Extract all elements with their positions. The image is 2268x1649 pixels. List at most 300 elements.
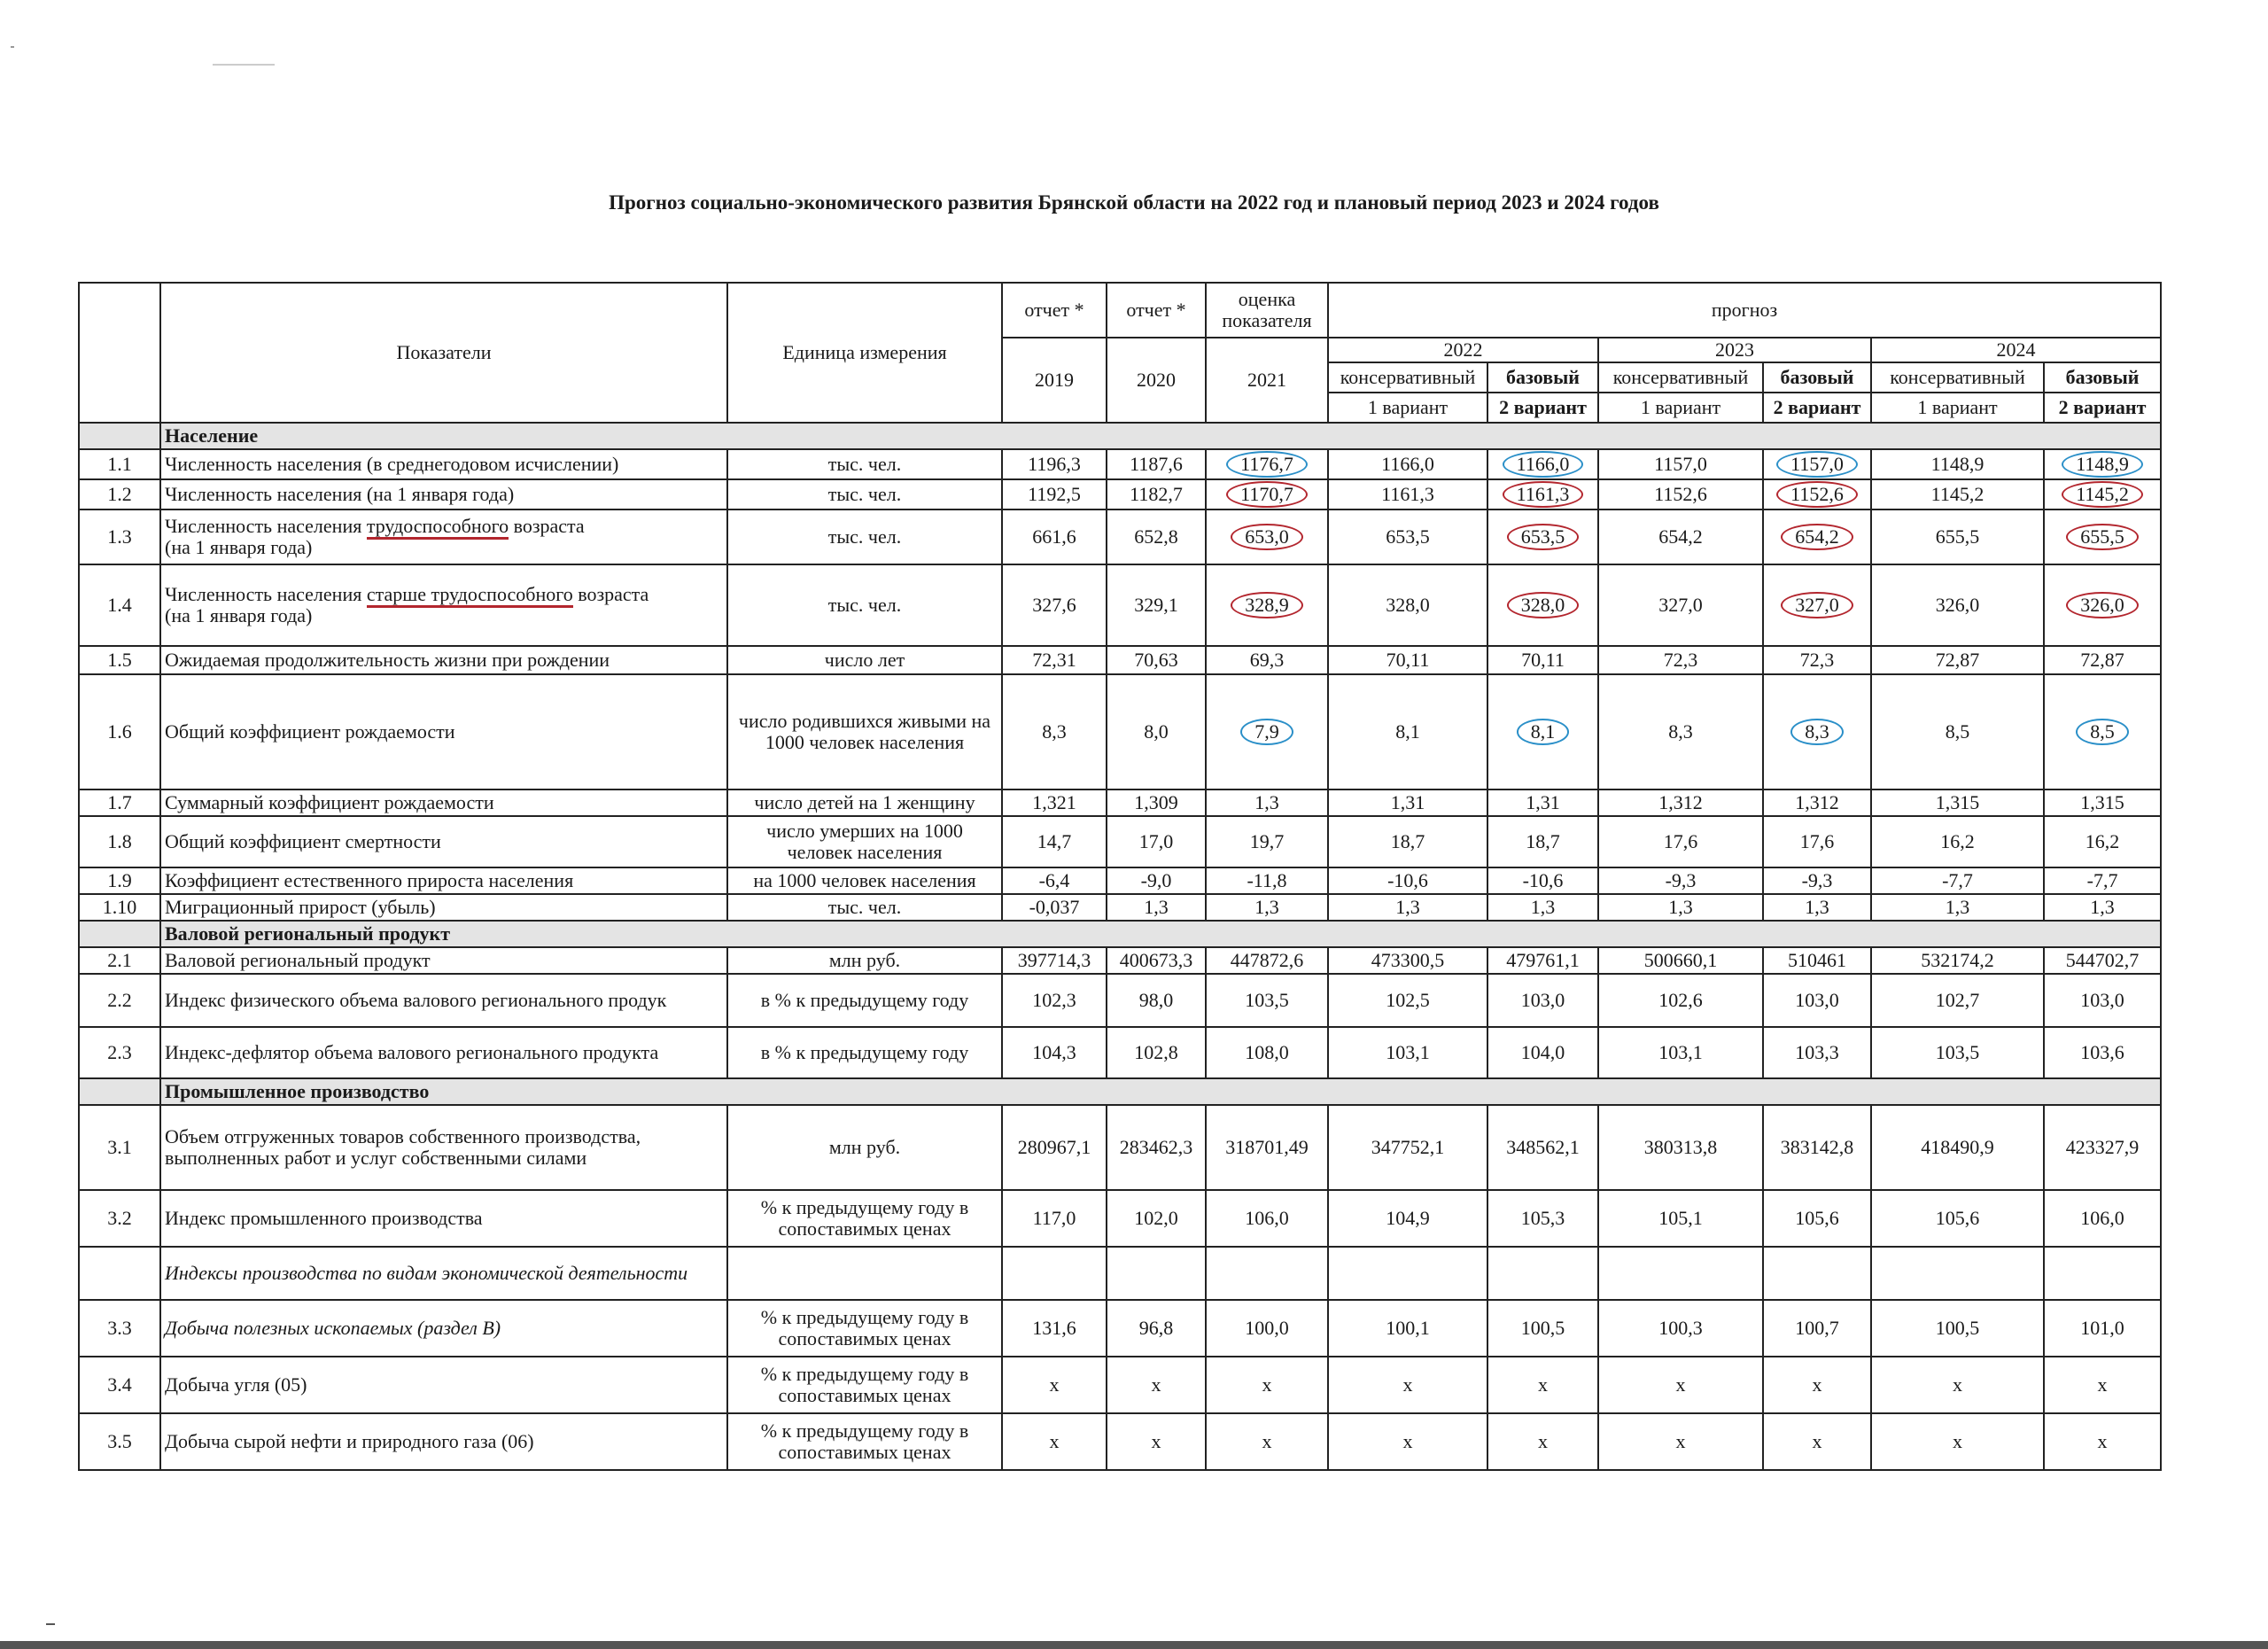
section-row	[79, 921, 2161, 947]
header-base: базовый	[1487, 362, 1598, 393]
value-cell	[2044, 479, 2161, 509]
header-variant-2: 2 вариант	[1763, 393, 1871, 423]
row-number: 2.2	[79, 974, 160, 1027]
indicator-name	[160, 509, 727, 564]
indicator-note: (на 1 января года)	[165, 536, 313, 558]
red-circled-value: 328,9	[1231, 592, 1303, 618]
value-cell: 100,0	[1206, 1300, 1328, 1357]
header-variant-2: 2 вариант	[2044, 393, 2161, 423]
row-number	[79, 1247, 160, 1300]
value-cell: 8,3	[1598, 674, 1763, 789]
table-row	[79, 449, 2161, 479]
row-number: 1.5	[79, 646, 160, 674]
value-cell	[1763, 1247, 1871, 1300]
indicator-name: Валовой региональный продукт	[160, 947, 727, 974]
header-forecast: прогноз	[1328, 283, 2161, 338]
value-cell: x	[2044, 1357, 2161, 1413]
blue-circled-value: 8,5	[2076, 719, 2129, 745]
value-cell: 8,5	[1871, 674, 2044, 789]
blue-circled-value: 1157,0	[1776, 451, 1858, 478]
value-cell: x	[1206, 1357, 1328, 1413]
value-cell	[1763, 449, 1871, 479]
indicator-name	[160, 564, 727, 646]
value-cell: x	[1871, 1413, 2044, 1470]
value-cell: x	[1328, 1357, 1487, 1413]
unit-cell: тыс. чел.	[727, 564, 1002, 646]
value-cell: 654,2	[1598, 509, 1763, 564]
section-num	[79, 921, 160, 947]
value-cell	[2044, 564, 2161, 646]
table-row	[79, 947, 2161, 974]
value-cell: 655,5	[1871, 509, 2044, 564]
blue-circled-value: 1166,0	[1503, 451, 1584, 478]
value-cell: -9,0	[1107, 867, 1206, 894]
unit-cell: % к предыдущему году в сопоставимых ценах	[727, 1300, 1002, 1357]
indicator-text: возраста	[572, 583, 649, 605]
value-cell: 70,11	[1487, 646, 1598, 674]
value-cell: 102,0	[1107, 1190, 1206, 1247]
value-cell	[1328, 1247, 1487, 1300]
value-cell: 1148,9	[1871, 449, 2044, 479]
value-cell: x	[1002, 1413, 1107, 1470]
value-cell: 1196,3	[1002, 449, 1107, 479]
value-cell: 327,6	[1002, 564, 1107, 646]
header-variant-1: 1 вариант	[1598, 393, 1763, 423]
header-conservative: консервативный	[1871, 362, 2044, 393]
value-cell: 8,3	[1002, 674, 1107, 789]
value-cell: -6,4	[1002, 867, 1107, 894]
value-cell: 17,0	[1107, 816, 1206, 867]
red-circled-value: 655,5	[2066, 524, 2139, 550]
scan-artifact	[11, 46, 14, 48]
section-row	[79, 423, 2161, 449]
value-cell: 380313,8	[1598, 1105, 1763, 1190]
value-cell: 16,2	[1871, 816, 2044, 867]
value-cell: x	[1763, 1413, 1871, 1470]
value-cell: 1,3	[2044, 894, 2161, 921]
value-cell: 510461	[1763, 947, 1871, 974]
value-cell	[1487, 479, 1598, 509]
value-cell: x	[1763, 1357, 1871, 1413]
value-cell: 532174,2	[1871, 947, 2044, 974]
unit-cell: число лет	[727, 646, 1002, 674]
indicator-text: Численность населения	[165, 583, 367, 605]
unit-cell: тыс. чел.	[727, 479, 1002, 509]
red-circled-value: 328,0	[1507, 592, 1580, 618]
value-cell: 102,8	[1107, 1027, 1206, 1078]
indicator-text: Численность населения	[165, 515, 367, 537]
red-circled-value: 654,2	[1781, 524, 1853, 550]
value-cell: 104,0	[1487, 1027, 1598, 1078]
red-circled-value: 653,0	[1231, 524, 1303, 550]
unit-cell: тыс. чел.	[727, 449, 1002, 479]
value-cell: x	[1871, 1357, 2044, 1413]
unit-cell: в % к предыдущему году	[727, 974, 1002, 1027]
value-cell	[2044, 449, 2161, 479]
header-year-2020: 2020	[1107, 338, 1206, 423]
table-row	[79, 509, 2161, 564]
value-cell: 103,1	[1598, 1027, 1763, 1078]
value-cell: 103,6	[2044, 1027, 2161, 1078]
value-cell: 1,3	[1598, 894, 1763, 921]
table-row	[79, 1027, 2161, 1078]
unit-cell: тыс. чел.	[727, 509, 1002, 564]
value-cell: 283462,3	[1107, 1105, 1206, 1190]
value-cell	[1206, 674, 1328, 789]
value-cell: 103,5	[1871, 1027, 2044, 1078]
value-cell: 69,3	[1206, 646, 1328, 674]
header-conservative: консервативный	[1598, 362, 1763, 393]
indicator-name: Численность населения (на 1 января года)	[160, 479, 727, 509]
indicator-name: Ожидаемая продолжительность жизни при рождении	[160, 646, 727, 674]
value-cell: 104,9	[1328, 1190, 1487, 1247]
header-row-1	[79, 283, 2161, 338]
value-cell: 1,3	[1206, 894, 1328, 921]
scan-artifact	[213, 64, 275, 66]
value-cell	[1763, 674, 1871, 789]
value-cell: 16,2	[2044, 816, 2161, 867]
value-cell	[1002, 1247, 1107, 1300]
table-row	[79, 789, 2161, 816]
value-cell: 500660,1	[1598, 947, 1763, 974]
value-cell: x	[1487, 1413, 1598, 1470]
unit-cell: % к предыдущему году в сопоставимых ценах	[727, 1357, 1002, 1413]
value-cell: 328,0	[1328, 564, 1487, 646]
header-report-2019: отчет *	[1002, 283, 1107, 338]
value-cell: 383142,8	[1763, 1105, 1871, 1190]
value-cell: 100,1	[1328, 1300, 1487, 1357]
value-cell	[1206, 449, 1328, 479]
header-num	[79, 283, 160, 423]
value-cell: 1,315	[2044, 789, 2161, 816]
value-cell: 105,3	[1487, 1190, 1598, 1247]
value-cell: -0,037	[1002, 894, 1107, 921]
value-cell: 397714,3	[1002, 947, 1107, 974]
value-cell: 72,87	[2044, 646, 2161, 674]
value-cell: 479761,1	[1487, 947, 1598, 974]
header-base: базовый	[1763, 362, 1871, 393]
value-cell: 1,31	[1328, 789, 1487, 816]
value-cell: 1192,5	[1002, 479, 1107, 509]
indicator-name: Добыча полезных ископаемых (раздел В)	[160, 1300, 727, 1357]
row-number: 1.9	[79, 867, 160, 894]
value-cell: 447872,6	[1206, 947, 1328, 974]
value-cell: 348562,1	[1487, 1105, 1598, 1190]
value-cell	[1598, 1247, 1763, 1300]
value-cell: 72,3	[1763, 646, 1871, 674]
value-cell: 318701,49	[1206, 1105, 1328, 1190]
value-cell: 70,11	[1328, 646, 1487, 674]
value-cell: -10,6	[1487, 867, 1598, 894]
value-cell: 72,87	[1871, 646, 2044, 674]
row-number: 3.2	[79, 1190, 160, 1247]
row-number: 2.1	[79, 947, 160, 974]
table-body	[79, 423, 2161, 1470]
value-cell: 1,312	[1598, 789, 1763, 816]
value-cell: 8,0	[1107, 674, 1206, 789]
value-cell: 418490,9	[1871, 1105, 2044, 1190]
value-cell: 1182,7	[1107, 479, 1206, 509]
unit-cell: число родившихся живыми на 1000 человек населения	[727, 674, 1002, 789]
indicator-text: возраста	[509, 515, 585, 537]
underlined-annotation: трудоспособного	[367, 515, 509, 540]
value-cell: 100,7	[1763, 1300, 1871, 1357]
value-cell: 102,6	[1598, 974, 1763, 1027]
indicator-name: Индексы производства по видам экономической деятельности	[160, 1247, 727, 1300]
value-cell: 19,7	[1206, 816, 1328, 867]
red-circled-value: 1170,7	[1226, 481, 1308, 508]
value-cell: x	[1598, 1413, 1763, 1470]
red-circled-value: 653,5	[1507, 524, 1580, 550]
table-row	[79, 564, 2161, 646]
value-cell: 1187,6	[1107, 449, 1206, 479]
value-cell: 1,3	[1871, 894, 2044, 921]
value-cell: 473300,5	[1328, 947, 1487, 974]
value-cell: 1,309	[1107, 789, 1206, 816]
value-cell: x	[1107, 1413, 1206, 1470]
section-title: Валовой региональный продукт	[160, 921, 2161, 947]
section-title: Население	[160, 423, 2161, 449]
indicator-name: Суммарный коэффициент рождаемости	[160, 789, 727, 816]
indicator-name: Общий коэффициент смертности	[160, 816, 727, 867]
value-cell: 117,0	[1002, 1190, 1107, 1247]
unit-cell	[727, 1247, 1002, 1300]
value-cell: 347752,1	[1328, 1105, 1487, 1190]
table-row	[79, 646, 2161, 674]
value-cell: 104,3	[1002, 1027, 1107, 1078]
unit-cell: число умерших на 1000 человек населения	[727, 816, 1002, 867]
value-cell: x	[1328, 1413, 1487, 1470]
section-num	[79, 423, 160, 449]
indicator-name: Общий коэффициент рождаемости	[160, 674, 727, 789]
row-number: 1.10	[79, 894, 160, 921]
section-title: Промышленное производство	[160, 1078, 2161, 1105]
value-cell: 105,1	[1598, 1190, 1763, 1247]
table-row	[79, 974, 2161, 1027]
indicator-name: Добыча сырой нефти и природного газа (06)	[160, 1413, 727, 1470]
value-cell: 18,7	[1487, 816, 1598, 867]
row-number: 1.3	[79, 509, 160, 564]
header-variant-1: 1 вариант	[1328, 393, 1487, 423]
value-cell	[1763, 479, 1871, 509]
value-cell: 400673,3	[1107, 947, 1206, 974]
blue-circled-value: 8,1	[1517, 719, 1570, 745]
value-cell: 1145,2	[1871, 479, 2044, 509]
page-title: Прогноз социально-экономического развития Брянской области на 2022 год и плановый период 2023 и 2024 годов	[609, 191, 1659, 214]
row-number: 1.1	[79, 449, 160, 479]
value-cell	[1206, 1247, 1328, 1300]
blue-circled-value: 7,9	[1240, 719, 1293, 745]
section-num	[79, 1078, 160, 1105]
unit-cell: в % к предыдущему году	[727, 1027, 1002, 1078]
header-conservative: консервативный	[1328, 362, 1487, 393]
value-cell: -10,6	[1328, 867, 1487, 894]
value-cell: 105,6	[1763, 1190, 1871, 1247]
value-cell: 106,0	[2044, 1190, 2161, 1247]
row-number: 3.4	[79, 1357, 160, 1413]
header-variant-2: 2 вариант	[1487, 393, 1598, 423]
unit-cell: млн руб.	[727, 947, 1002, 974]
value-cell	[1206, 509, 1328, 564]
row-number: 3.5	[79, 1413, 160, 1470]
value-cell: 98,0	[1107, 974, 1206, 1027]
row-number: 1.6	[79, 674, 160, 789]
value-cell	[1107, 1247, 1206, 1300]
unit-cell: % к предыдущему году в сопоставимых ценах	[727, 1413, 1002, 1470]
red-circled-value: 326,0	[2066, 592, 2139, 618]
blue-circled-value: 1148,9	[2062, 451, 2143, 478]
red-circled-value: 1145,2	[2062, 481, 2143, 508]
value-cell: 653,5	[1328, 509, 1487, 564]
table-row	[79, 1105, 2161, 1190]
value-cell	[2044, 509, 2161, 564]
value-cell: 1157,0	[1598, 449, 1763, 479]
value-cell: 106,0	[1206, 1190, 1328, 1247]
value-cell: x	[1107, 1357, 1206, 1413]
unit-cell: % к предыдущему году в сопоставимых ценах	[727, 1190, 1002, 1247]
value-cell	[1763, 564, 1871, 646]
indicator-name: Индекс промышленного производства	[160, 1190, 727, 1247]
header-year-2024: 2024	[1871, 338, 2161, 362]
value-cell: x	[1002, 1357, 1107, 1413]
header-year-2023: 2023	[1598, 338, 1871, 362]
table-row	[79, 479, 2161, 509]
value-cell: 102,5	[1328, 974, 1487, 1027]
value-cell	[1487, 564, 1598, 646]
value-cell: -11,8	[1206, 867, 1328, 894]
blue-circled-value: 1176,7	[1226, 451, 1308, 478]
value-cell: 1,321	[1002, 789, 1107, 816]
value-cell: 70,63	[1107, 646, 1206, 674]
value-cell: 131,6	[1002, 1300, 1107, 1357]
unit-cell: на 1000 человек населения	[727, 867, 1002, 894]
unit-cell: тыс. чел.	[727, 894, 1002, 921]
value-cell: x	[2044, 1413, 2161, 1470]
value-cell	[1206, 479, 1328, 509]
table-row	[79, 867, 2161, 894]
value-cell	[1487, 674, 1598, 789]
table-row	[79, 1413, 2161, 1470]
section-row	[79, 1078, 2161, 1105]
red-circled-value: 1161,3	[1503, 481, 1584, 508]
value-cell: 103,0	[1763, 974, 1871, 1027]
value-cell: 1,315	[1871, 789, 2044, 816]
table-row	[79, 674, 2161, 789]
value-cell: 1161,3	[1328, 479, 1487, 509]
indicator-name: Коэффициент естественного прироста населения	[160, 867, 727, 894]
value-cell: 103,5	[1206, 974, 1328, 1027]
forecast-table-wrapper	[78, 282, 2160, 1471]
scan-bottom-edge	[0, 1641, 2268, 1649]
value-cell: 1,3	[1107, 894, 1206, 921]
row-number: 2.3	[79, 1027, 160, 1078]
header-report-2020: отчет *	[1107, 283, 1206, 338]
row-number: 3.3	[79, 1300, 160, 1357]
value-cell	[1763, 509, 1871, 564]
value-cell: 327,0	[1598, 564, 1763, 646]
value-cell	[2044, 1247, 2161, 1300]
value-cell: 103,0	[1487, 974, 1598, 1027]
indicator-name: Индекс физического объема валового регионального продук	[160, 974, 727, 1027]
value-cell: 72,3	[1598, 646, 1763, 674]
value-cell: x	[1598, 1357, 1763, 1413]
value-cell: -7,7	[2044, 867, 2161, 894]
red-circled-value: 327,0	[1781, 592, 1853, 618]
value-cell: 108,0	[1206, 1027, 1328, 1078]
red-circled-value: 1152,6	[1776, 481, 1858, 508]
value-cell: 280967,1	[1002, 1105, 1107, 1190]
value-cell: 652,8	[1107, 509, 1206, 564]
forecast-table	[78, 282, 2162, 1471]
header-year-2019: 2019	[1002, 338, 1107, 423]
value-cell: 100,3	[1598, 1300, 1763, 1357]
value-cell: 1,3	[1487, 894, 1598, 921]
value-cell: 101,0	[2044, 1300, 2161, 1357]
value-cell	[1487, 509, 1598, 564]
value-cell: 1,31	[1487, 789, 1598, 816]
header-base: базовый	[2044, 362, 2161, 393]
header-year-2022: 2022	[1328, 338, 1598, 362]
value-cell: 103,0	[2044, 974, 2161, 1027]
table-row	[79, 894, 2161, 921]
table-row	[79, 1247, 2161, 1300]
scan-artifact	[46, 1623, 55, 1625]
value-cell: 423327,9	[2044, 1105, 2161, 1190]
indicator-note: (на 1 января года)	[165, 604, 313, 626]
underlined-annotation: старше трудоспособного	[367, 583, 573, 608]
table-row	[79, 1300, 2161, 1357]
row-number: 1.8	[79, 816, 160, 867]
header-year-2021: 2021	[1206, 338, 1328, 423]
value-cell: 72,31	[1002, 646, 1107, 674]
value-cell: 103,3	[1763, 1027, 1871, 1078]
value-cell	[1487, 449, 1598, 479]
indicator-name: Индекс-дефлятор объема валового регионального продукта	[160, 1027, 727, 1078]
value-cell: 17,6	[1763, 816, 1871, 867]
header-indicators: Показатели	[160, 283, 727, 423]
indicator-name: Миграционный прирост (убыль)	[160, 894, 727, 921]
value-cell: 1166,0	[1328, 449, 1487, 479]
row-number: 1.4	[79, 564, 160, 646]
row-number: 1.2	[79, 479, 160, 509]
value-cell	[1871, 1247, 2044, 1300]
value-cell: 326,0	[1871, 564, 2044, 646]
header-unit: Единица измерения	[727, 283, 1002, 423]
value-cell: 8,1	[1328, 674, 1487, 789]
value-cell	[2044, 674, 2161, 789]
blue-circled-value: 8,3	[1790, 719, 1844, 745]
value-cell: 1,312	[1763, 789, 1871, 816]
header-variant-1: 1 вариант	[1871, 393, 2044, 423]
value-cell: 96,8	[1107, 1300, 1206, 1357]
value-cell: 1,3	[1763, 894, 1871, 921]
value-cell: 661,6	[1002, 509, 1107, 564]
value-cell: 329,1	[1107, 564, 1206, 646]
table-row	[79, 1357, 2161, 1413]
value-cell: 17,6	[1598, 816, 1763, 867]
value-cell: 1,3	[1328, 894, 1487, 921]
indicator-name: Добыча угля (05)	[160, 1357, 727, 1413]
value-cell: -9,3	[1763, 867, 1871, 894]
value-cell: 1,3	[1206, 789, 1328, 816]
value-cell: 103,1	[1328, 1027, 1487, 1078]
value-cell: x	[1206, 1413, 1328, 1470]
value-cell	[1206, 564, 1328, 646]
unit-cell: число детей на 1 женщину	[727, 789, 1002, 816]
value-cell	[1487, 1247, 1598, 1300]
indicator-name: Численность населения (в среднегодовом исчислении)	[160, 449, 727, 479]
value-cell: -7,7	[1871, 867, 2044, 894]
